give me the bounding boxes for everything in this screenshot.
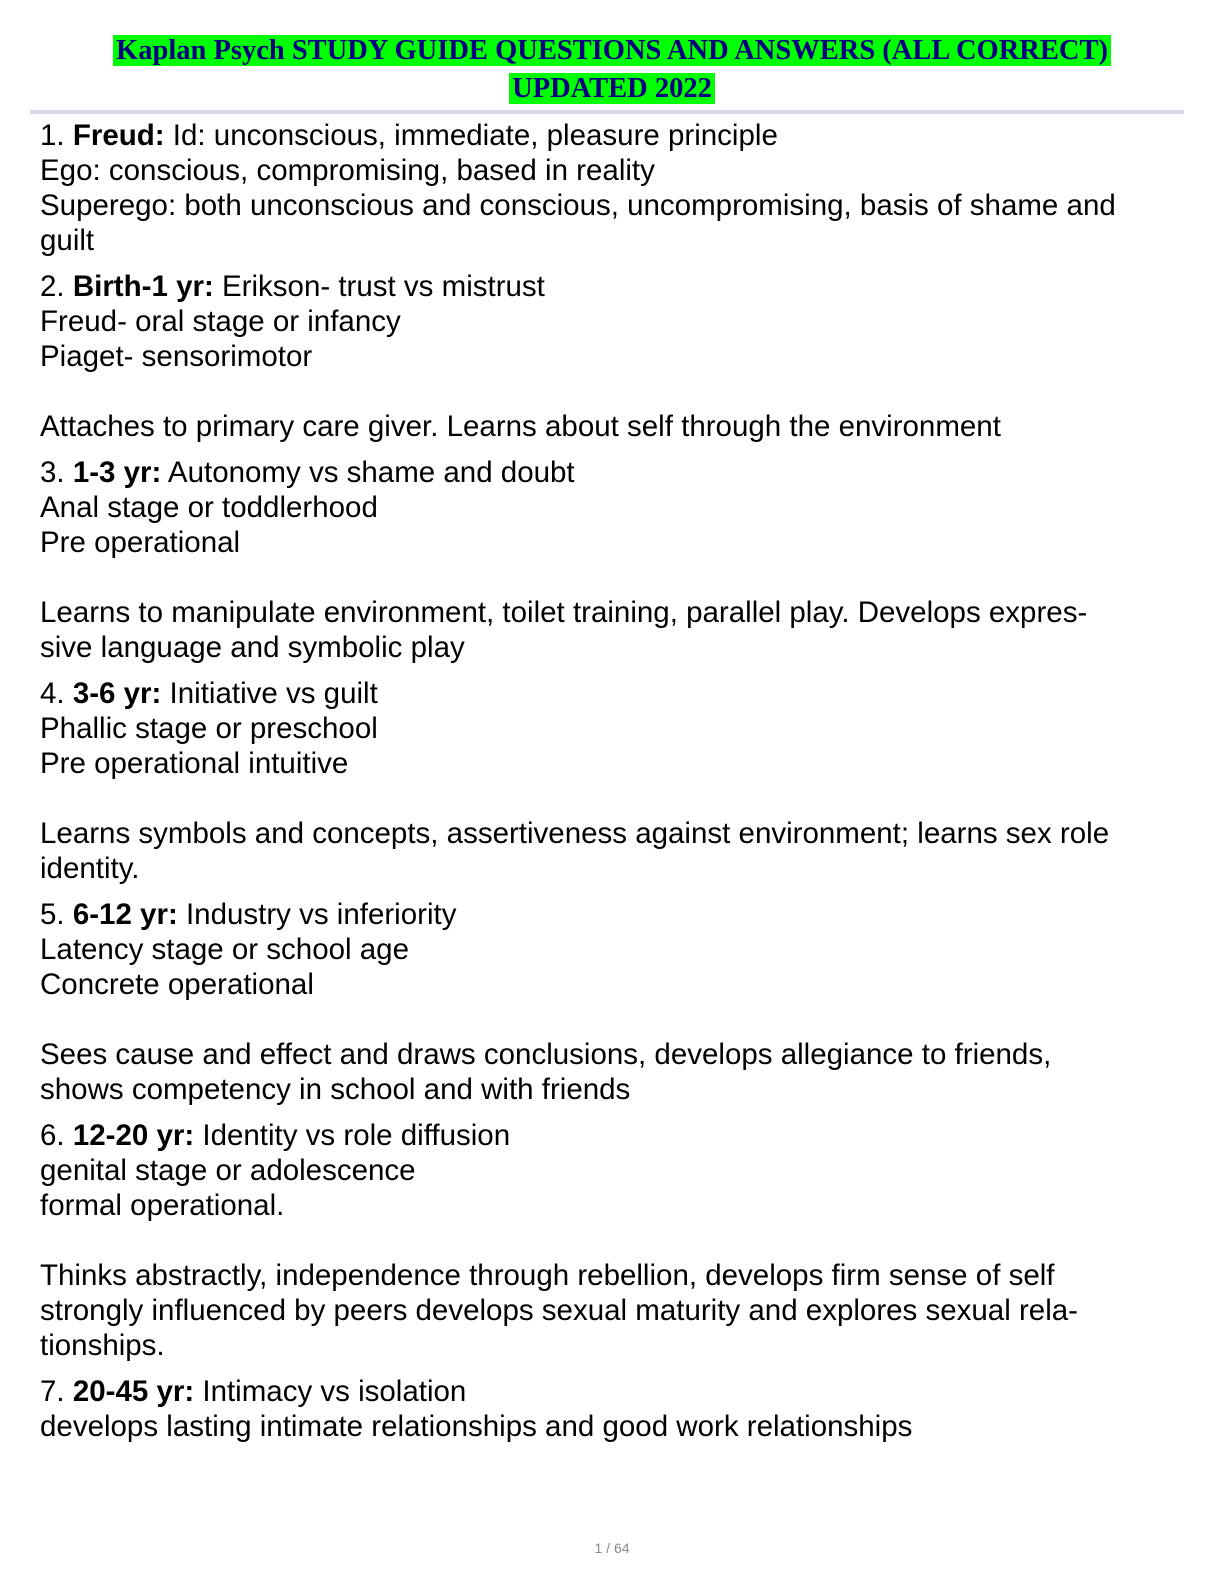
title-line-2: UPDATED 2022 xyxy=(509,73,715,104)
page-number: 1 / 64 xyxy=(594,1540,630,1556)
entry-line: Pre operational xyxy=(40,526,241,559)
entry-line: Piaget- sensorimotor xyxy=(40,340,313,373)
entry-answer: Intimacy vs isolation xyxy=(194,1375,467,1408)
entry-line: Latency stage or school age xyxy=(40,933,409,966)
entry-answer: Id: unconscious, immediate, pleasure principle xyxy=(164,119,778,152)
entry-term: 3-6 yr: xyxy=(72,677,162,710)
entry-answer: Erikson- trust vs mistrust xyxy=(213,270,545,303)
paragraph-gap xyxy=(40,1002,1185,1037)
entry-first-line xyxy=(40,455,1185,490)
entry-first-line xyxy=(40,269,1185,304)
entry-description: Thinks abstractly, independence through rebellion, develops firm sense of self xyxy=(40,1259,1055,1292)
qa-entry-7 xyxy=(40,1374,1185,1444)
entry-line: Superego: both unconscious and conscious, uncompromising, basis of shame and xyxy=(40,189,1116,222)
entry-description: identity. xyxy=(40,852,140,885)
entry-line: Phallic stage or preschool xyxy=(40,712,378,745)
entry-number: 5. xyxy=(40,898,73,931)
entry-term: 1-3 yr: xyxy=(72,456,162,489)
entry-number: 6. xyxy=(40,1119,73,1152)
entry-description: strongly influenced by peers develops sexual maturity and explores sexual rela- xyxy=(40,1294,1078,1327)
entry-number: 1. xyxy=(40,119,73,152)
entry-description: Sees cause and effect and draws conclusions, develops allegiance to friends, xyxy=(40,1038,1052,1071)
entry-term: Freud: xyxy=(72,119,165,152)
paragraph-gap xyxy=(40,1223,1185,1258)
entry-description: Attaches to primary care giver. Learns about self through the environment xyxy=(40,410,1001,443)
entry-line: Concrete operational xyxy=(40,968,314,1001)
entry-term: 6-12 yr: xyxy=(72,898,178,931)
qa-entry-4 xyxy=(40,676,1185,886)
entry-description: tionships. xyxy=(40,1329,165,1362)
entry-first-line xyxy=(40,1374,1185,1409)
title-line-1: Kaplan Psych STUDY GUIDE QUESTIONS AND ANSWERS (ALL CORRECT) xyxy=(113,35,1111,66)
qa-entry-3 xyxy=(40,455,1185,665)
entry-term: Birth-1 yr: xyxy=(72,270,214,303)
entry-number: 7. xyxy=(40,1375,73,1408)
qa-entry-6 xyxy=(40,1118,1185,1363)
paragraph-gap xyxy=(40,781,1185,816)
entry-first-line xyxy=(40,897,1185,932)
qa-entry-2 xyxy=(40,269,1185,444)
entry-number: 3. xyxy=(40,456,73,489)
entry-description: sive language and symbolic play xyxy=(40,631,465,664)
entry-description: shows competency in school and with friends xyxy=(40,1073,631,1106)
study-guide-body xyxy=(40,118,1185,1455)
qa-entry-5 xyxy=(40,897,1185,1107)
entry-description: Learns to manipulate environment, toilet training, parallel play. Develops expres- xyxy=(40,596,1088,629)
entry-line: Ego: conscious, compromising, based in reality xyxy=(40,154,655,187)
entry-term: 12-20 yr: xyxy=(72,1119,195,1152)
entry-line: formal operational. xyxy=(40,1189,285,1222)
entry-answer: Industry vs inferiority xyxy=(177,898,457,931)
entry-answer: Identity vs role diffusion xyxy=(194,1119,511,1152)
entry-term: 20-45 yr: xyxy=(72,1375,195,1408)
entry-line: guilt xyxy=(40,224,95,257)
entry-line: genital stage or adolescence xyxy=(40,1154,416,1187)
entry-answer: Autonomy vs shame and doubt xyxy=(161,456,575,489)
entry-first-line xyxy=(40,118,1185,153)
paragraph-gap xyxy=(40,374,1185,409)
document-title xyxy=(30,32,1194,108)
entry-number: 2. xyxy=(40,270,73,303)
qa-entry-1 xyxy=(40,118,1185,258)
entry-line: Anal stage or toddlerhood xyxy=(40,491,378,524)
entry-description: Learns symbols and concepts, assertiveness against environment; learns sex role xyxy=(40,817,1110,850)
entry-first-line xyxy=(40,1118,1185,1153)
entry-line: Pre operational intuitive xyxy=(40,747,349,780)
entry-answer: Initiative vs guilt xyxy=(161,677,378,710)
entry-line: develops lasting intimate relationships and good work relationships xyxy=(40,1410,913,1443)
entry-number: 4. xyxy=(40,677,73,710)
title-divider xyxy=(30,110,1184,114)
entry-first-line xyxy=(40,676,1185,711)
entry-line: Freud- oral stage or infancy xyxy=(40,305,401,338)
paragraph-gap xyxy=(40,560,1185,595)
